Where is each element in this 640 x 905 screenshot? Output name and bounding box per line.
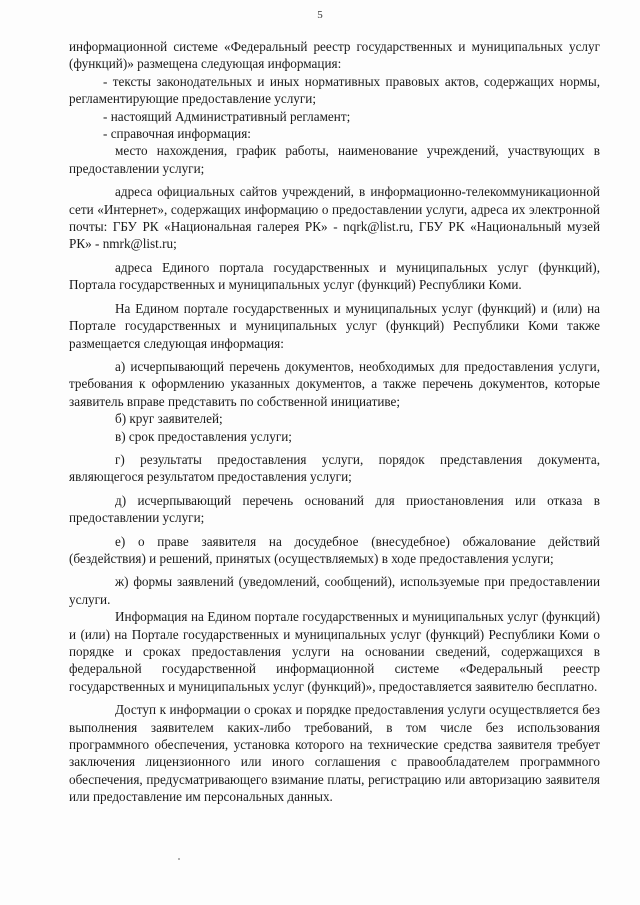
paragraph: На Едином портале государственных и муниципальных услуг (функций) и (или) на Портале государственных и муниципальных услуг (функций) Республики Коми также размещается следующая информация: bbox=[69, 300, 600, 351]
list-item: ж) формы заявлений (уведомлений, сообщений), используемые при предоставлении услуги. bbox=[69, 574, 600, 607]
list-item: - справочная информация: bbox=[103, 126, 251, 142]
paragraph: Доступ к информации о сроках и порядке предоставления услуги осуществляется без выполнения заявителем каких-либо требований, в том числе без использования программного обеспечения, установка которого на технические средства заявителя требует заключения лицензионного или иного соглашения с правообладателем программного обеспечения, предусматривающего взимание платы, регистрацию или авторизацию заявителя или предоставление им персональных данных. bbox=[69, 702, 600, 805]
list-item: е) о праве заявителя на досудебное (внесудебное) обжалование действий (бездействия) и решений, принятых (осуществляемых) в ходе предоставления услуги; bbox=[69, 533, 600, 566]
document-body bbox=[69, 38, 600, 806]
page-number: 5 bbox=[317, 9, 323, 21]
paragraph: Информация на Едином портале государственных и муниципальных услуг (функций) и (или) на Портале государственных и муниципальных услуг (функций) Республики Коми о порядке и сроках предоставления услуги на основании сведений, содержащихся в федеральной государственной информационной системе «Федеральный реестр государственных и муниципальных услуг (функций)», предоставляется заявителю бесплатно. bbox=[69, 609, 600, 694]
list-item: а) исчерпывающий перечень документов, необходимых для предоставления услуги, требования к оформлению указанных документов, а также перечень документов, которые заявитель вправе представить по собственной инициативе; bbox=[69, 358, 600, 409]
list-item: г) результаты предоставления услуги, порядок представления документа, являющегося результатом предоставления услуги; bbox=[69, 451, 600, 485]
list-item: - тексты законодательных и иных нормативных правовых актов, содержащих нормы, регламентирующие предоставление услуги; bbox=[69, 73, 600, 107]
list-item: д) исчерпывающий перечень оснований для приостановления или отказа в предоставлении услуги; bbox=[69, 492, 600, 526]
paragraph: информационной системе «Федеральный реестр государственных и муниципальных услуг (функций)» размещена следующая информация: bbox=[69, 39, 600, 72]
list-item: б) круг заявителей; bbox=[115, 411, 223, 427]
scan-speck bbox=[178, 858, 180, 860]
paragraph: адреса Единого портала государственных и муниципальных услуг (функций), Портала государственных и муниципальных услуг (функций) Республики Коми. bbox=[69, 259, 600, 293]
list-item: в) срок предоставления услуги; bbox=[115, 428, 292, 444]
paragraph: место нахождения, график работы, наименование учреждений, участвующих в предоставлении услуги; bbox=[69, 143, 600, 176]
paragraph: адреса официальных сайтов учреждений, в информационно-телекоммуникационной сети «Интернет», содержащих информацию о предоставлении услуги, адреса их электронной почты: ГБУ РК «Национальная галерея РК» - nqrk@list.ru, ГБУ РК «Национальный музей РК» - nmrk@list.ru; bbox=[69, 184, 600, 252]
list-item: - настоящий Административный регламент; bbox=[103, 108, 351, 124]
